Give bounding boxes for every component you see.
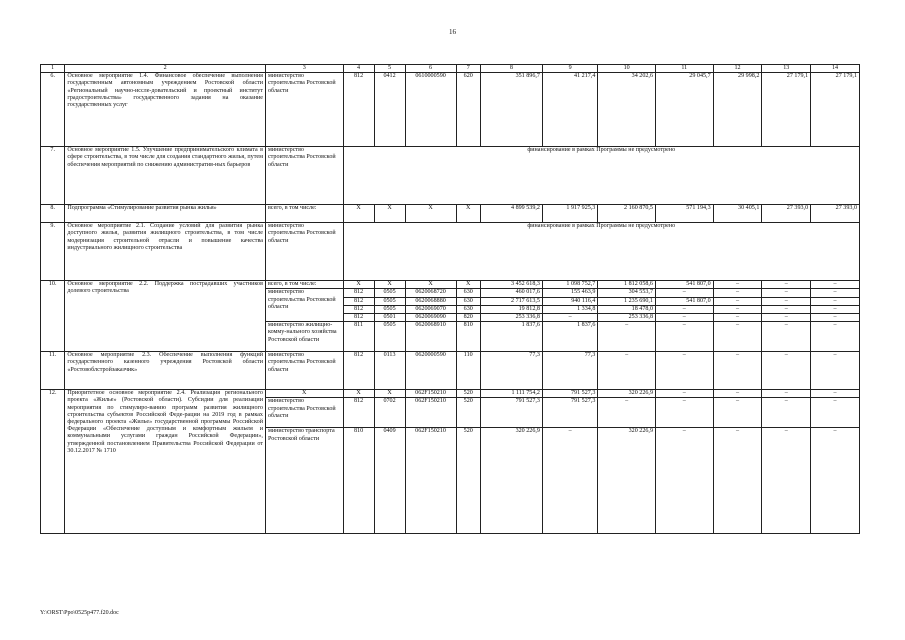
- cell-c4: 812: [343, 289, 374, 297]
- cell-c5: 0505: [374, 322, 405, 352]
- cell-c6: Х: [405, 281, 456, 289]
- cell-c8: 1 837,6: [480, 322, 542, 352]
- cell-c7: Х: [456, 205, 480, 223]
- header-cell: 12: [713, 65, 762, 73]
- row-executor: министерство строительства Ростовской области: [265, 289, 343, 322]
- cell-c4: Х: [343, 390, 374, 398]
- cell-c5: 0505: [374, 305, 405, 313]
- cell-c14: –: [811, 352, 860, 390]
- table-row: [41, 352, 860, 390]
- cell-c4: 812: [343, 305, 374, 313]
- cell-c6: 0620000590: [405, 352, 456, 390]
- table-row: [41, 73, 860, 147]
- row-executor: министерство строительства Ростовской области: [265, 223, 343, 281]
- header-cell: 10: [598, 65, 656, 73]
- cell-c9: 155 463,9: [542, 289, 597, 297]
- cell-c9: 1 837,6: [542, 322, 597, 352]
- cell-c7: Х: [456, 281, 480, 289]
- cell-c8: 4 899 539,2: [480, 205, 542, 223]
- cell-c13: 27 179,1: [762, 73, 811, 147]
- cell-c4: 812: [343, 73, 374, 147]
- cell-c7: 820: [456, 314, 480, 322]
- cell-c14: –: [811, 281, 860, 289]
- row-description: Основное мероприятие 2.1. Создание условий для развития рынка доступного жилья, развития жилищного строительства, в том числе модернизация строительной отрасли и повышение качества индустриального жилищного строительства: [65, 223, 266, 281]
- cell-c14: –: [811, 428, 860, 534]
- cell-c11: –: [655, 390, 713, 398]
- header-cell: 8: [480, 65, 542, 73]
- cell-c9: 1 334,8: [542, 305, 597, 313]
- cell-c13: 27 393,0: [762, 205, 811, 223]
- cell-c4: Х: [343, 281, 374, 289]
- cell-c10: 253 336,8: [598, 314, 656, 322]
- cell-c10: –: [598, 398, 656, 428]
- row-executor: Х: [265, 390, 343, 398]
- cell-c10: 1 235 690,1: [598, 297, 656, 305]
- cell-c5: 0412: [374, 73, 405, 147]
- cell-c12: –: [713, 398, 762, 428]
- header-cell: 11: [655, 65, 713, 73]
- cell-c6: 062F150210: [405, 390, 456, 398]
- table-row: [41, 281, 860, 289]
- cell-c9: 940 116,4: [542, 297, 597, 305]
- cell-c14: –: [811, 305, 860, 313]
- cell-c8: 791 527,3: [480, 398, 542, 428]
- cell-c12: –: [713, 314, 762, 322]
- row-executor: всего, в том числе:: [265, 281, 343, 289]
- cell-c6: 0620069090: [405, 314, 456, 322]
- cell-c13: –: [762, 398, 811, 428]
- cell-c11: 541 807,0: [655, 281, 713, 289]
- cell-c5: 0113: [374, 352, 405, 390]
- cell-c7: 520: [456, 398, 480, 428]
- funding-note: финансирование в рамках Программы не предусмотрено: [343, 147, 859, 205]
- cell-c12: –: [713, 289, 762, 297]
- row-executor: министерство строительства Ростовской области: [265, 398, 343, 428]
- cell-c6: 0620068880: [405, 297, 456, 305]
- funding-note: финансирование в рамках Программы не предусмотрено: [343, 223, 859, 281]
- cell-c8: 1 111 754,2: [480, 390, 542, 398]
- row-number: 11.: [41, 352, 65, 390]
- table-row: [41, 223, 860, 281]
- row-executor: министерство строительства Ростовской области: [265, 147, 343, 205]
- row-executor: министерство строительства Ростовской области: [265, 73, 343, 147]
- cell-c9: 1 098 752,7: [542, 281, 597, 289]
- cell-c10: 2 160 870,5: [598, 205, 656, 223]
- row-executor: министерство транспорта Ростовской области: [265, 428, 343, 534]
- cell-c12: –: [713, 390, 762, 398]
- cell-c5: 0505: [374, 297, 405, 305]
- cell-c6: 0620068910: [405, 322, 456, 352]
- page-number: 16: [449, 28, 456, 36]
- cell-c12: –: [713, 428, 762, 534]
- cell-c5: Х: [374, 390, 405, 398]
- cell-c4: 812: [343, 352, 374, 390]
- cell-c12: –: [713, 297, 762, 305]
- cell-c9: 77,3: [542, 352, 597, 390]
- cell-c5: Х: [374, 281, 405, 289]
- cell-c8: 253 336,8: [480, 314, 542, 322]
- cell-c13: –: [762, 428, 811, 534]
- row-executor: министерство строительства Ростовской области: [265, 352, 343, 390]
- file-path-footer: Y:\ORST\Ppo\0525p477.f20.doc: [40, 610, 119, 616]
- cell-c11: 29 045,7: [655, 73, 713, 147]
- row-description: Приоритетное основное мероприятие 2.4. Реализация регионального проекта «Жилье» (Ростовской области). Субсидии для реализации мероприятия по стимулиро-ванию программ развития жилищного строительства субъектов Российской Феде-рации на 2019 год в рамках федерального проекта «Жилье» государственной программы Российской Федерации «Обеспечение доступным и комфортным жильем и коммунальными услугами граждан Российской Федерации», утвержденной постановлением Правительства Российской Федерации от 30.12.2017 № 1710: [65, 390, 266, 534]
- cell-c8: 320 226,9: [480, 428, 542, 534]
- cell-c4: 810: [343, 428, 374, 534]
- cell-c5: 0409: [374, 428, 405, 534]
- cell-c8: 460 017,6: [480, 289, 542, 297]
- cell-c13: –: [762, 305, 811, 313]
- table-row: [41, 205, 860, 223]
- cell-c10: 320 226,9: [598, 428, 656, 534]
- header-cell: 3: [265, 65, 343, 73]
- table-row: [41, 390, 860, 398]
- row-description: Основное мероприятие 2.2. Поддержка пострадавших участников долевого строительства: [65, 281, 266, 352]
- row-number: 9.: [41, 223, 65, 281]
- cell-c10: 320 226,9: [598, 390, 656, 398]
- cell-c9: 1 917 925,3: [542, 205, 597, 223]
- cell-c11: –: [655, 322, 713, 352]
- cell-c6: 062F150210: [405, 398, 456, 428]
- cell-c4: 812: [343, 297, 374, 305]
- cell-c6: 062F150210: [405, 428, 456, 534]
- header-cell: 1: [41, 65, 65, 73]
- cell-c12: –: [713, 352, 762, 390]
- header-cell: 4: [343, 65, 374, 73]
- cell-c5: Х: [374, 205, 405, 223]
- header-cell: 9: [542, 65, 597, 73]
- cell-c6: Х: [405, 205, 456, 223]
- row-number: 6.: [41, 73, 65, 147]
- cell-c13: –: [762, 322, 811, 352]
- cell-c14: –: [811, 314, 860, 322]
- cell-c14: –: [811, 289, 860, 297]
- cell-c13: –: [762, 281, 811, 289]
- cell-c7: 520: [456, 390, 480, 398]
- cell-c10: 34 202,6: [598, 73, 656, 147]
- table-row: [41, 147, 860, 205]
- cell-c4: 812: [343, 398, 374, 428]
- cell-c4: 812: [343, 314, 374, 322]
- header-cell: 6: [405, 65, 456, 73]
- cell-c4: 811: [343, 322, 374, 352]
- cell-c8: 3 452 618,3: [480, 281, 542, 289]
- cell-c8: 2 717 613,5: [480, 297, 542, 305]
- cell-c10: –: [598, 322, 656, 352]
- cell-c7: 630: [456, 289, 480, 297]
- cell-c11: –: [655, 352, 713, 390]
- cell-c9: 791 527,3: [542, 398, 597, 428]
- cell-c7: 630: [456, 305, 480, 313]
- cell-c5: 0702: [374, 398, 405, 428]
- cell-c6: 0610000590: [405, 73, 456, 147]
- cell-c5: 0505: [374, 289, 405, 297]
- row-executor: всего, в том числе:: [265, 205, 343, 223]
- cell-c7: 620: [456, 73, 480, 147]
- row-number: 8.: [41, 205, 65, 223]
- row-description: Подпрограмма «Стимулирование развития рынка жилья»: [65, 205, 266, 223]
- cell-c9: –: [542, 314, 597, 322]
- cell-c13: –: [762, 297, 811, 305]
- header-cell: 13: [762, 65, 811, 73]
- cell-c12: 29 998,2: [713, 73, 762, 147]
- cell-c14: –: [811, 390, 860, 398]
- cell-c6: 0620069070: [405, 305, 456, 313]
- cell-c14: 27 393,0: [811, 205, 860, 223]
- row-number: 12.: [41, 390, 65, 534]
- cell-c9: 41 217,4: [542, 73, 597, 147]
- cell-c11: –: [655, 398, 713, 428]
- cell-c7: 520: [456, 428, 480, 534]
- cell-c13: –: [762, 289, 811, 297]
- program-funding-table: [40, 64, 860, 534]
- cell-c11: –: [655, 305, 713, 313]
- header-row: [41, 65, 860, 73]
- cell-c12: –: [713, 305, 762, 313]
- cell-c14: 27 179,1: [811, 73, 860, 147]
- row-description: Основное мероприятие 1.5. Улучшение предпринимательского климата в сфере строительства, в том числе для создания стандартного жилья, путем обеспечения мероприятий по снижению административ-ных барьеров: [65, 147, 266, 205]
- cell-c5: 0501: [374, 314, 405, 322]
- cell-c4: Х: [343, 205, 374, 223]
- cell-c14: –: [811, 398, 860, 428]
- cell-c14: –: [811, 297, 860, 305]
- row-description: Основное мероприятие 2.3. Обеспечение выполнения функций государственного казенного учреждения Ростовской области «Ростовоблстройзаказчик»: [65, 352, 266, 390]
- cell-c9: –: [542, 428, 597, 534]
- header-cell: 2: [65, 65, 266, 73]
- cell-c11: –: [655, 428, 713, 534]
- cell-c10: –: [598, 352, 656, 390]
- cell-c7: 810: [456, 322, 480, 352]
- cell-c12: 30 405,1: [713, 205, 762, 223]
- cell-c6: 0620068720: [405, 289, 456, 297]
- row-number: 7.: [41, 147, 65, 205]
- cell-c13: –: [762, 390, 811, 398]
- cell-c11: 571 194,3: [655, 205, 713, 223]
- cell-c10: 18 478,0: [598, 305, 656, 313]
- cell-c13: –: [762, 314, 811, 322]
- cell-c8: 351 896,7: [480, 73, 542, 147]
- cell-c7: 630: [456, 297, 480, 305]
- row-number: 10.: [41, 281, 65, 352]
- cell-c13: –: [762, 352, 811, 390]
- cell-c9: 791 527,3: [542, 390, 597, 398]
- cell-c11: –: [655, 314, 713, 322]
- header-cell: 5: [374, 65, 405, 73]
- cell-c14: –: [811, 322, 860, 352]
- header-cell: 7: [456, 65, 480, 73]
- cell-c8: 19 812,8: [480, 305, 542, 313]
- cell-c10: 1 812 058,6: [598, 281, 656, 289]
- header-cell: 14: [811, 65, 860, 73]
- row-description: Основное мероприятие 1.4. Финансовое обеспечение выполнения государственным автономным учреждением Ростовской области «Региональный научно-иссле-довательский и проектный институт градостроительства» государственного задания на оказание государственных услуг: [65, 73, 266, 147]
- cell-c11: –: [655, 289, 713, 297]
- cell-c7: 110: [456, 352, 480, 390]
- cell-c12: –: [713, 281, 762, 289]
- cell-c11: 541 807,0: [655, 297, 713, 305]
- cell-c12: –: [713, 322, 762, 352]
- cell-c10: 304 553,7: [598, 289, 656, 297]
- row-executor: министерство жилищно-комму-нального хозяйства Ростовской области: [265, 322, 343, 352]
- cell-c8: 77,3: [480, 352, 542, 390]
